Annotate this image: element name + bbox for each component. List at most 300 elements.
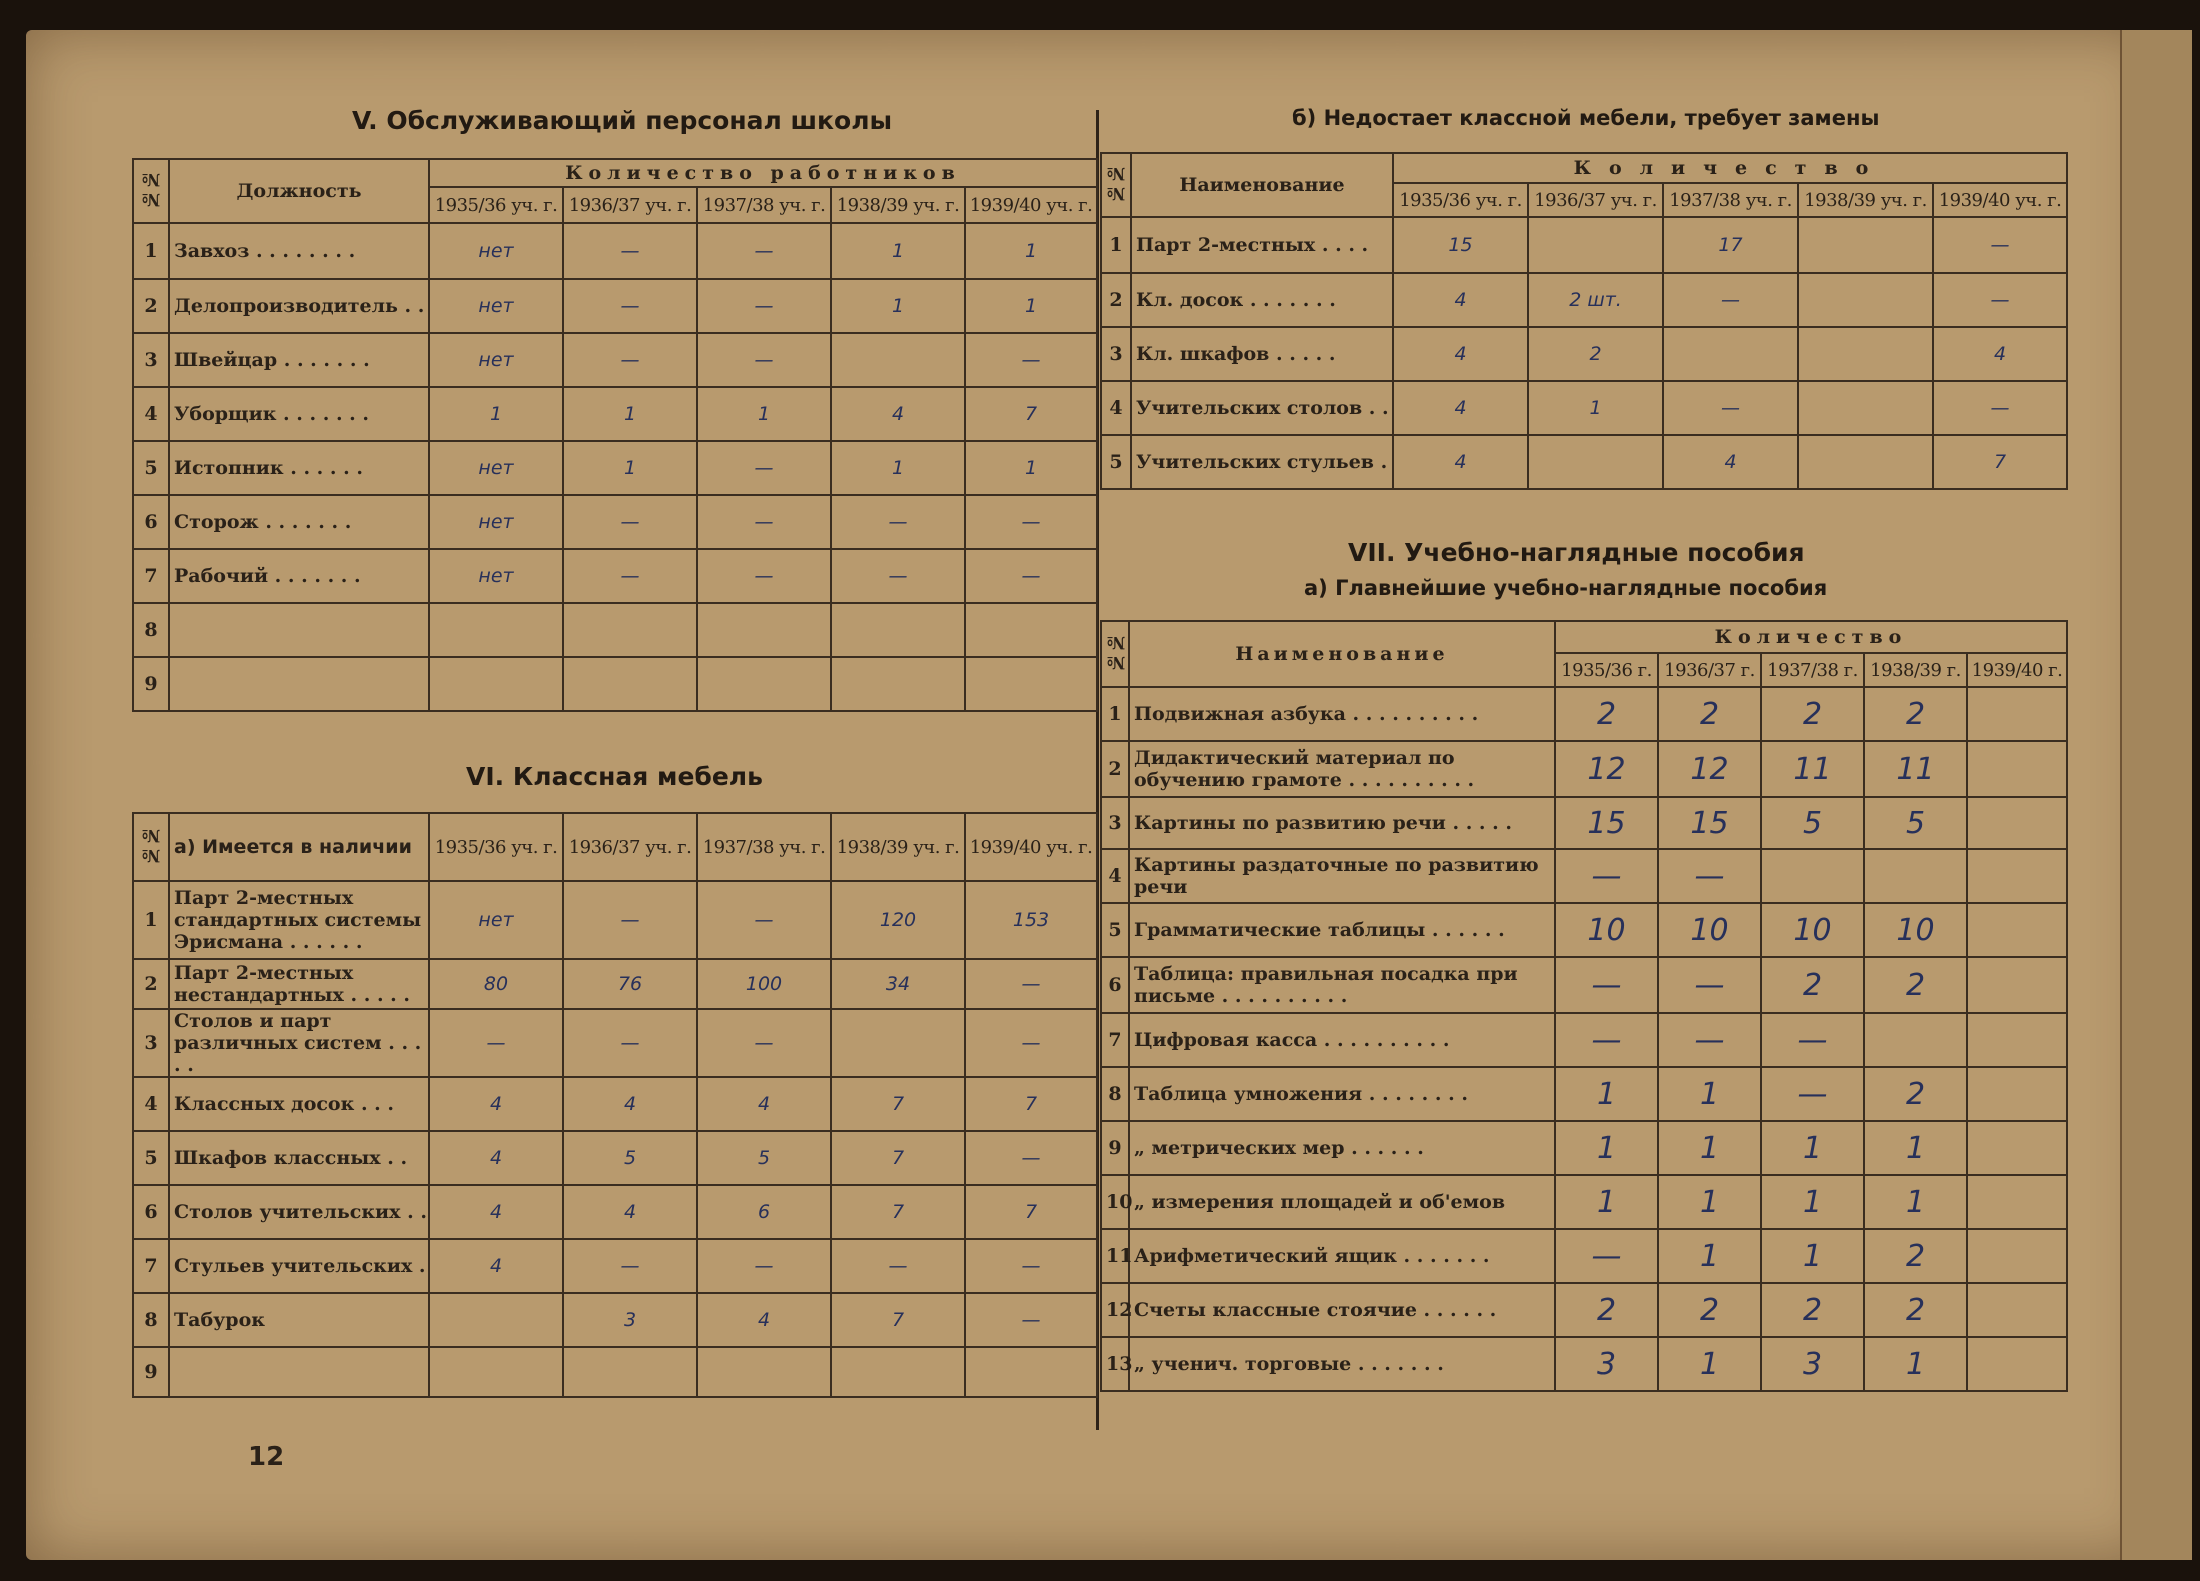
table-row xyxy=(1101,957,2067,1013)
value-cell: 2 шт. xyxy=(1528,273,1663,327)
row-number: 9 xyxy=(1101,1121,1129,1175)
table-row xyxy=(133,387,1097,441)
value-cell: 153 xyxy=(965,881,1097,959)
row-name: Завхоз . . . . . . . . xyxy=(169,223,429,279)
value-cell: — xyxy=(965,1239,1097,1293)
value-cell xyxy=(1967,1337,2067,1391)
table-row xyxy=(1101,1121,2067,1175)
year-header: 1938/39 г. xyxy=(1864,653,1967,687)
year-header: 1936/37 уч. г. xyxy=(563,813,697,881)
row-number: 5 xyxy=(133,1131,169,1185)
row-number: 11 xyxy=(1101,1229,1129,1283)
col-no-header: №№ xyxy=(1101,621,1129,687)
value-cell xyxy=(1798,435,1933,489)
value-cell: — xyxy=(1658,1013,1761,1067)
section7-title: VII. Учебно-наглядные пособия xyxy=(1348,538,1805,567)
value-cell: — xyxy=(563,223,697,279)
value-cell: 4 xyxy=(563,1077,697,1131)
value-cell xyxy=(1967,1283,2067,1337)
value-cell: — xyxy=(965,549,1097,603)
row-number: 8 xyxy=(133,1293,169,1347)
value-cell xyxy=(1798,381,1933,435)
value-cell xyxy=(429,603,563,657)
value-cell: 1 xyxy=(1864,1121,1967,1175)
row-name: Цифровая касса . . . . . . . . . . xyxy=(1129,1013,1555,1067)
row-number: 3 xyxy=(133,1009,169,1077)
row-number: 7 xyxy=(133,1239,169,1293)
value-cell xyxy=(1967,687,2067,741)
value-cell: 10 xyxy=(1761,903,1864,957)
value-cell: 4 xyxy=(429,1131,563,1185)
row-name: Арифметический ящик . . . . . . . xyxy=(1129,1229,1555,1283)
value-cell: 100 xyxy=(697,959,831,1009)
value-cell: 5 xyxy=(1864,797,1967,849)
value-cell xyxy=(1864,1013,1967,1067)
value-cell: — xyxy=(965,495,1097,549)
row-number: 3 xyxy=(1101,797,1129,849)
value-cell xyxy=(831,603,965,657)
value-cell: 1 xyxy=(563,387,697,441)
value-cell xyxy=(697,603,831,657)
col-name-header: а) Имеется в наличии xyxy=(169,813,429,881)
col-group-header: Количество работников xyxy=(429,159,1097,187)
value-cell: — xyxy=(1555,1229,1658,1283)
value-cell xyxy=(1761,849,1864,903)
value-cell: 1 xyxy=(1761,1229,1864,1283)
year-header: 1936/37 уч. г. xyxy=(1528,183,1663,217)
row-number: 9 xyxy=(133,657,169,711)
value-cell: 15 xyxy=(1658,797,1761,849)
value-cell xyxy=(1967,1229,2067,1283)
row-name: Картины по развитию речи . . . . . xyxy=(1129,797,1555,849)
row-name xyxy=(169,603,429,657)
row-number: 3 xyxy=(133,333,169,387)
value-cell: — xyxy=(1663,273,1798,327)
table-row xyxy=(133,881,1097,959)
row-name: „ метрических мер . . . . . . xyxy=(1129,1121,1555,1175)
row-name: Табурок xyxy=(169,1293,429,1347)
table-row xyxy=(133,549,1097,603)
value-cell: 2 xyxy=(1864,1283,1967,1337)
value-cell xyxy=(563,657,697,711)
missing-furniture-table xyxy=(1100,152,2068,490)
table-row xyxy=(1101,797,2067,849)
value-cell: — xyxy=(965,1293,1097,1347)
value-cell: — xyxy=(697,223,831,279)
row-name: Классных досок . . . xyxy=(169,1077,429,1131)
table-row xyxy=(133,603,1097,657)
row-name: Таблица умножения . . . . . . . . xyxy=(1129,1067,1555,1121)
value-cell xyxy=(965,1347,1097,1397)
value-cell: — xyxy=(563,1009,697,1077)
row-number: 4 xyxy=(1101,381,1131,435)
value-cell: — xyxy=(1663,381,1798,435)
row-name xyxy=(169,657,429,711)
row-number: 5 xyxy=(133,441,169,495)
value-cell: — xyxy=(563,333,697,387)
value-cell: 7 xyxy=(1933,435,2067,489)
row-name: Счеты классные стоячие . . . . . . xyxy=(1129,1283,1555,1337)
row-name: Парт 2-местных стандартных системы Эрисмана . . . . . . xyxy=(169,881,429,959)
table-row xyxy=(1101,273,2067,327)
section5-title: V. Обслуживающий персонал школы xyxy=(352,106,893,135)
value-cell: — xyxy=(1555,957,1658,1013)
row-name: Картины раздаточные по развитию речи xyxy=(1129,849,1555,903)
value-cell: — xyxy=(563,495,697,549)
value-cell: 4 xyxy=(1663,435,1798,489)
value-cell xyxy=(429,657,563,711)
value-cell: 1 xyxy=(965,279,1097,333)
year-header: 1936/37 г. xyxy=(1658,653,1761,687)
value-cell: — xyxy=(1761,1013,1864,1067)
table-row xyxy=(133,333,1097,387)
value-cell: нет xyxy=(429,549,563,603)
row-number: 5 xyxy=(1101,903,1129,957)
year-header: 1939/40 г. xyxy=(1967,653,2067,687)
row-number: 4 xyxy=(1101,849,1129,903)
value-cell: 1 xyxy=(1761,1175,1864,1229)
row-name: Столов учительских . . xyxy=(169,1185,429,1239)
row-number: 1 xyxy=(1101,217,1131,273)
row-number: 2 xyxy=(1101,273,1131,327)
row-name: Уборщик . . . . . . . xyxy=(169,387,429,441)
row-number: 2 xyxy=(133,959,169,1009)
value-cell: 3 xyxy=(1761,1337,1864,1391)
value-cell: 11 xyxy=(1761,741,1864,797)
table-row xyxy=(133,495,1097,549)
value-cell: 1 xyxy=(1658,1121,1761,1175)
value-cell xyxy=(1967,1067,2067,1121)
value-cell: 4 xyxy=(429,1185,563,1239)
value-cell: 7 xyxy=(831,1185,965,1239)
value-cell: 4 xyxy=(429,1239,563,1293)
year-header: 1939/40 уч. г. xyxy=(965,187,1097,223)
value-cell: — xyxy=(697,1239,831,1293)
value-cell xyxy=(563,1347,697,1397)
value-cell xyxy=(1967,849,2067,903)
value-cell: нет xyxy=(429,495,563,549)
table-row xyxy=(1101,1283,2067,1337)
value-cell: 4 xyxy=(1933,327,2067,381)
page-number: 12 xyxy=(248,1442,285,1472)
value-cell: 10 xyxy=(1555,903,1658,957)
value-cell: 7 xyxy=(831,1293,965,1347)
value-cell: 12 xyxy=(1658,741,1761,797)
value-cell: — xyxy=(1761,1067,1864,1121)
year-header: 1937/38 г. xyxy=(1761,653,1864,687)
value-cell xyxy=(1967,1121,2067,1175)
value-cell: 15 xyxy=(1393,217,1528,273)
row-name: „ учeнич. торговые . . . . . . . xyxy=(1129,1337,1555,1391)
value-cell: — xyxy=(697,881,831,959)
row-number: 13 xyxy=(1101,1337,1129,1391)
value-cell: 4 xyxy=(697,1293,831,1347)
value-cell: — xyxy=(697,333,831,387)
value-cell xyxy=(1798,327,1933,381)
value-cell: — xyxy=(563,881,697,959)
table-row xyxy=(133,1239,1097,1293)
year-header: 1939/40 уч. г. xyxy=(965,813,1097,881)
row-name xyxy=(169,1347,429,1397)
value-cell: 4 xyxy=(1393,273,1528,327)
value-cell xyxy=(1864,849,1967,903)
value-cell xyxy=(1967,741,2067,797)
value-cell: 7 xyxy=(831,1131,965,1185)
value-cell: — xyxy=(1658,849,1761,903)
value-cell xyxy=(697,1347,831,1397)
table-row xyxy=(133,1009,1097,1077)
row-number: 1 xyxy=(133,881,169,959)
row-name: Шкафов классных . . xyxy=(169,1131,429,1185)
value-cell: — xyxy=(1658,957,1761,1013)
value-cell: 2 xyxy=(1864,1229,1967,1283)
row-name: Дидактический материал по обучению грамоте . . . . . . . . . . xyxy=(1129,741,1555,797)
row-name: Делопроизводитель . . xyxy=(169,279,429,333)
value-cell: 4 xyxy=(697,1077,831,1131)
value-cell xyxy=(1798,273,1933,327)
year-header: 1935/36 г. xyxy=(1555,653,1658,687)
teaching-aids-table xyxy=(1100,620,2068,1392)
year-header: 1935/36 уч. г. xyxy=(1393,183,1528,217)
value-cell: — xyxy=(1933,217,2067,273)
value-cell xyxy=(831,333,965,387)
value-cell: — xyxy=(965,1131,1097,1185)
year-header: 1938/39 уч. г. xyxy=(831,187,965,223)
value-cell: 10 xyxy=(1864,903,1967,957)
row-name: Рабочий . . . . . . . xyxy=(169,549,429,603)
table-row xyxy=(1101,1013,2067,1067)
value-cell: 1 xyxy=(697,387,831,441)
row-name: Парт 2-местных нестандартных . . . . . xyxy=(169,959,429,1009)
value-cell: — xyxy=(697,1009,831,1077)
value-cell: 1 xyxy=(831,441,965,495)
row-name: Истопник . . . . . . xyxy=(169,441,429,495)
table-row xyxy=(1101,903,2067,957)
col-name-header: Наименование xyxy=(1129,621,1555,687)
value-cell: 12 xyxy=(1555,741,1658,797)
value-cell: 1 xyxy=(831,279,965,333)
row-name: Учительских стульев . xyxy=(1131,435,1393,489)
value-cell: нет xyxy=(429,223,563,279)
table-row xyxy=(133,1185,1097,1239)
value-cell xyxy=(831,657,965,711)
table-row xyxy=(1101,687,2067,741)
value-cell xyxy=(1798,217,1933,273)
value-cell: 4 xyxy=(429,1077,563,1131)
year-header: 1935/36 уч. г. xyxy=(429,187,563,223)
value-cell: 10 xyxy=(1658,903,1761,957)
value-cell: — xyxy=(429,1009,563,1077)
value-cell: 1 xyxy=(1555,1175,1658,1229)
value-cell: 1 xyxy=(831,223,965,279)
row-name: Швейцар . . . . . . . xyxy=(169,333,429,387)
staff-table xyxy=(132,158,1098,712)
row-number: 4 xyxy=(133,387,169,441)
section7-subtitle: а) Главнейшие учебно-наглядные пособия xyxy=(1304,576,1828,600)
value-cell xyxy=(1967,797,2067,849)
value-cell: 1 xyxy=(1761,1121,1864,1175)
value-cell xyxy=(563,603,697,657)
row-number: 6 xyxy=(133,1185,169,1239)
table-row xyxy=(1101,327,2067,381)
value-cell: — xyxy=(697,279,831,333)
value-cell: — xyxy=(1555,849,1658,903)
value-cell: 2 xyxy=(1658,1283,1761,1337)
table-row xyxy=(133,657,1097,711)
year-header: 1936/37 уч. г. xyxy=(563,187,697,223)
value-cell xyxy=(965,657,1097,711)
value-cell: нет xyxy=(429,441,563,495)
row-number: 8 xyxy=(133,603,169,657)
col-group-header: Количество xyxy=(1555,621,2067,653)
value-cell: 5 xyxy=(1761,797,1864,849)
row-number: 7 xyxy=(133,549,169,603)
row-number: 10 xyxy=(1101,1175,1129,1229)
value-cell: 1 xyxy=(1658,1175,1761,1229)
row-name: Учительских столов . . xyxy=(1131,381,1393,435)
value-cell: 4 xyxy=(831,387,965,441)
value-cell: — xyxy=(831,495,965,549)
value-cell xyxy=(429,1293,563,1347)
value-cell: 7 xyxy=(831,1077,965,1131)
col-group-header: Количество xyxy=(1393,153,2067,183)
value-cell: 11 xyxy=(1864,741,1967,797)
table-row xyxy=(133,279,1097,333)
value-cell: 7 xyxy=(965,1185,1097,1239)
table-row xyxy=(1101,849,2067,903)
value-cell: 5 xyxy=(563,1131,697,1185)
col-no-header: №№ xyxy=(1101,153,1131,217)
value-cell xyxy=(1967,1175,2067,1229)
row-number: 3 xyxy=(1101,327,1131,381)
value-cell: 1 xyxy=(429,387,563,441)
value-cell: нет xyxy=(429,333,563,387)
value-cell: 7 xyxy=(965,1077,1097,1131)
value-cell: — xyxy=(1555,1013,1658,1067)
value-cell xyxy=(965,603,1097,657)
row-name: Подвижная азбука . . . . . . . . . . xyxy=(1129,687,1555,741)
value-cell xyxy=(1663,327,1798,381)
row-name: Столов и парт различных систем . . . . . xyxy=(169,1009,429,1077)
value-cell: 2 xyxy=(1555,1283,1658,1337)
value-cell xyxy=(1967,957,2067,1013)
row-number: 6 xyxy=(133,495,169,549)
value-cell: 2 xyxy=(1864,957,1967,1013)
row-name: „ измерения площадей и об'емов xyxy=(1129,1175,1555,1229)
value-cell: 76 xyxy=(563,959,697,1009)
row-number: 5 xyxy=(1101,435,1131,489)
row-number: 4 xyxy=(133,1077,169,1131)
row-number: 9 xyxy=(133,1347,169,1397)
value-cell xyxy=(697,657,831,711)
row-number: 6 xyxy=(1101,957,1129,1013)
year-header: 1937/38 уч. г. xyxy=(697,813,831,881)
value-cell: 1 xyxy=(965,441,1097,495)
value-cell: 1 xyxy=(1658,1337,1761,1391)
table-row xyxy=(133,223,1097,279)
value-cell: 17 xyxy=(1663,217,1798,273)
year-header: 1939/40 уч. г. xyxy=(1933,183,2067,217)
value-cell: 1 xyxy=(1864,1175,1967,1229)
table-row xyxy=(1101,1337,2067,1391)
value-cell: 3 xyxy=(1555,1337,1658,1391)
table-row xyxy=(1101,1175,2067,1229)
table-row xyxy=(133,1293,1097,1347)
value-cell: 1 xyxy=(1555,1067,1658,1121)
value-cell xyxy=(1528,435,1663,489)
value-cell: 6 xyxy=(697,1185,831,1239)
value-cell: — xyxy=(1933,381,2067,435)
value-cell: 1 xyxy=(1658,1229,1761,1283)
table-row xyxy=(1101,217,2067,273)
next-page-edge xyxy=(2120,30,2192,1560)
value-cell: — xyxy=(831,1239,965,1293)
value-cell: 4 xyxy=(1393,381,1528,435)
value-cell: 1 xyxy=(563,441,697,495)
value-cell: 3 xyxy=(563,1293,697,1347)
row-name: Грамматические таблицы . . . . . . xyxy=(1129,903,1555,957)
table-row xyxy=(133,1347,1097,1397)
table-row xyxy=(1101,1067,2067,1121)
table-row xyxy=(1101,435,2067,489)
row-name: Кл. досок . . . . . . . xyxy=(1131,273,1393,327)
table-row xyxy=(1101,381,2067,435)
row-name: Таблица: правильная посадка при письме . . . . . . . . . . xyxy=(1129,957,1555,1013)
col-position-header: Должность xyxy=(169,159,429,223)
value-cell: 4 xyxy=(1393,435,1528,489)
table-row xyxy=(133,1077,1097,1131)
section6-title: VI. Классная мебель xyxy=(466,762,763,791)
table-row xyxy=(133,441,1097,495)
year-header: 1938/39 уч. г. xyxy=(831,813,965,881)
value-cell: — xyxy=(563,549,697,603)
col-no-header: №№ xyxy=(133,813,169,881)
row-name: Стульев учительских . xyxy=(169,1239,429,1293)
value-cell xyxy=(831,1347,965,1397)
value-cell: — xyxy=(965,1009,1097,1077)
value-cell: 120 xyxy=(831,881,965,959)
table-row xyxy=(133,959,1097,1009)
value-cell: 34 xyxy=(831,959,965,1009)
value-cell: — xyxy=(965,959,1097,1009)
row-number: 2 xyxy=(1101,741,1129,797)
value-cell: 1 xyxy=(1658,1067,1761,1121)
value-cell: 4 xyxy=(563,1185,697,1239)
row-number: 12 xyxy=(1101,1283,1129,1337)
value-cell: 2 xyxy=(1864,687,1967,741)
value-cell: 2 xyxy=(1761,687,1864,741)
value-cell: 2 xyxy=(1864,1067,1967,1121)
row-number: 2 xyxy=(133,279,169,333)
value-cell: 15 xyxy=(1555,797,1658,849)
value-cell: нет xyxy=(429,881,563,959)
value-cell: 80 xyxy=(429,959,563,1009)
row-number: 8 xyxy=(1101,1067,1129,1121)
year-header: 1937/38 уч. г. xyxy=(1663,183,1798,217)
value-cell: 2 xyxy=(1761,1283,1864,1337)
section6b-title: б) Недостает классной мебели, требует замены xyxy=(1292,106,1880,130)
table-row xyxy=(133,1131,1097,1185)
table-row xyxy=(1101,1229,2067,1283)
col-name-header: Наименование xyxy=(1131,153,1393,217)
value-cell: 7 xyxy=(965,387,1097,441)
value-cell xyxy=(429,1347,563,1397)
value-cell: 2 xyxy=(1555,687,1658,741)
value-cell: 1 xyxy=(1555,1121,1658,1175)
value-cell: 4 xyxy=(1393,327,1528,381)
value-cell xyxy=(1967,1013,2067,1067)
value-cell: — xyxy=(697,441,831,495)
